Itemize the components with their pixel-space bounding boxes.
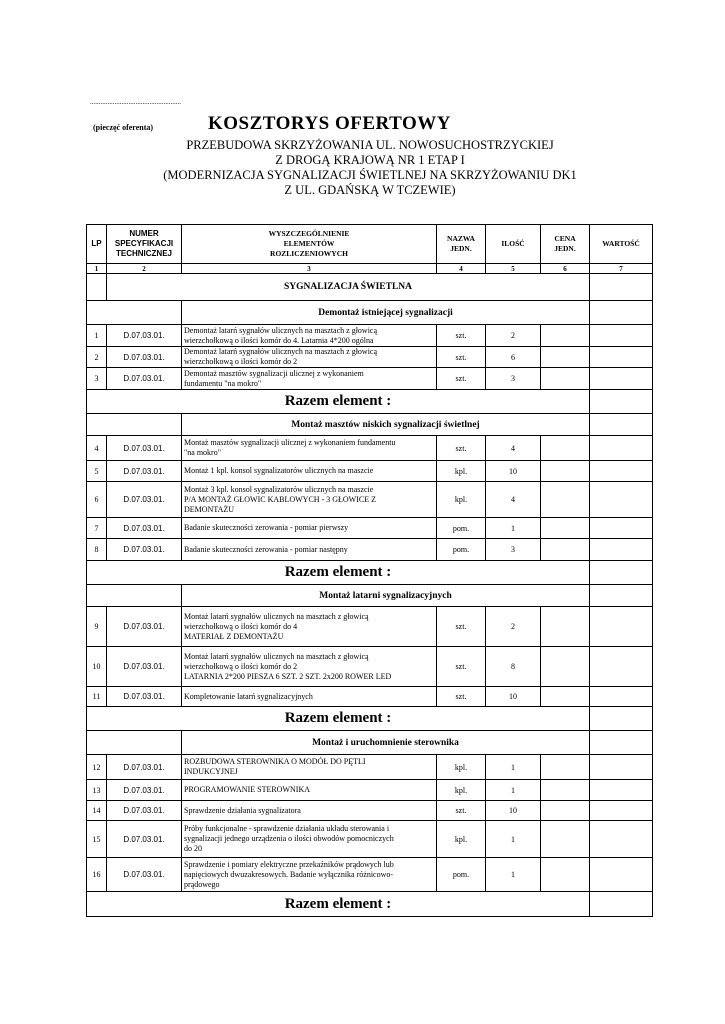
row-lp: 5 — [87, 461, 107, 482]
row-lp: 9 — [87, 607, 107, 647]
row-quantity: 3 — [486, 539, 541, 561]
table-row — [87, 539, 653, 561]
table-row — [87, 801, 653, 821]
document-subtitle — [150, 138, 590, 198]
row-unit: szt. — [437, 607, 486, 647]
row-spec-number: D.07.03.01. — [107, 518, 182, 539]
row-unit: kpl. — [437, 780, 486, 801]
main-section-row — [87, 274, 653, 301]
row-unit: szt. — [437, 368, 486, 390]
row-quantity: 4 — [486, 436, 541, 461]
row-spec-number: D.07.03.01. — [107, 780, 182, 801]
element-total-value — [590, 892, 653, 917]
row-spec-number: D.07.03.01. — [107, 858, 182, 892]
empty-cell — [87, 414, 182, 436]
description-line: wierzchołkową o ilości komór do 4 — [184, 621, 298, 631]
table-row — [87, 780, 653, 801]
row-description — [182, 607, 437, 647]
row-unit: pom. — [437, 858, 486, 892]
header-row — [87, 225, 653, 264]
row-spec-number: D.07.03.01. — [107, 436, 182, 461]
description-line: Sprawdzenie i pomiary elektryczne przekaźników prądowych lub — [184, 859, 394, 869]
row-lp: 7 — [87, 518, 107, 539]
row-spec-number: D.07.03.01. — [107, 461, 182, 482]
col-number: 5 — [486, 264, 541, 274]
description-line: ROZBUDOWA STEROWNIKA O MODÓŁ DO PĘTLI — [184, 757, 366, 766]
empty-cell — [590, 731, 653, 755]
row-quantity: 1 — [486, 755, 541, 780]
main-section-title: SYGNALIZACJA ŚWIETLNA — [107, 274, 590, 301]
row-description — [182, 821, 437, 858]
row-description — [182, 687, 437, 707]
row-lp: 16 — [87, 858, 107, 892]
description-line: LATARNIA 2*200 PIESZA 6 SZT. 2 SZT. 2x200 ROWER LED — [184, 671, 392, 681]
element-total-row — [87, 390, 653, 414]
col-unit-line: NAZWA — [447, 234, 475, 243]
row-quantity: 3 — [486, 368, 541, 390]
description-line: INDUKCYJNEJ — [184, 767, 238, 776]
table-row — [87, 461, 653, 482]
subtitle-line: Z DROGĄ KRAJOWĄ NR 1 ETAP I — [275, 153, 465, 167]
description-line: Badanie skuteczności zerowania - pomiar następny — [184, 544, 348, 554]
row-spec-number: D.07.03.01. — [107, 539, 182, 561]
col-spec-line: TECHNICZNEJ — [115, 249, 172, 258]
row-unit: szt. — [437, 647, 486, 687]
col-desc-line: ROZLICZENIOWYCH — [270, 249, 348, 258]
description-line: fundamentu "na mokro" — [184, 378, 262, 388]
col-number: 7 — [590, 264, 653, 274]
description-line: wierzchołkową o ilości komór do 2 — [184, 357, 298, 366]
row-unit-price — [541, 539, 590, 561]
empty-cell — [590, 274, 653, 301]
subtitle-line: Z UL. GDAŃSKĄ W TCZEWIE) — [284, 183, 456, 197]
row-unit: szt. — [437, 325, 486, 347]
row-spec-number: D.07.03.01. — [107, 687, 182, 707]
row-unit-price — [541, 801, 590, 821]
subtitle-line: (MODERNIZACJA SYGNALIZACJI ŚWIETLNEJ NA SKRZYŻOWANIU DK1 — [163, 168, 577, 182]
row-value — [590, 461, 653, 482]
signature-line: .................................................... — [90, 98, 181, 106]
column-number-row — [87, 264, 653, 274]
row-value — [590, 858, 653, 892]
empty-cell — [87, 731, 182, 755]
row-lp: 6 — [87, 482, 107, 518]
row-unit: szt. — [437, 436, 486, 461]
element-total-label: Razem element : — [87, 561, 590, 585]
element-total-row — [87, 707, 653, 731]
row-value — [590, 687, 653, 707]
row-unit-price — [541, 607, 590, 647]
row-lp: 14 — [87, 801, 107, 821]
description-line: sygnalizacji jednego urządzenia o ilości obwodów pomocniczych — [184, 834, 394, 843]
row-description — [182, 347, 437, 368]
row-description — [182, 368, 437, 390]
row-quantity: 1 — [486, 518, 541, 539]
row-value — [590, 368, 653, 390]
row-spec-number: D.07.03.01. — [107, 368, 182, 390]
table-row — [87, 755, 653, 780]
row-quantity: 1 — [486, 780, 541, 801]
row-value — [590, 482, 653, 518]
description-line: P/A MONTAŻ GŁOWIC KABLOWYCH - 3 GŁOWICE Z — [184, 494, 377, 504]
row-value — [590, 607, 653, 647]
col-unit-line: JEDN. — [450, 244, 472, 253]
description-line: Demontaż latarń sygnałów ulicznych na masztach z głowicą — [184, 325, 378, 335]
table-row — [87, 687, 653, 707]
description-line: Montaż masztów sygnalizacji ulicznej z wykonaniem fundamentu — [184, 438, 396, 447]
row-description — [182, 755, 437, 780]
row-lp: 4 — [87, 436, 107, 461]
row-unit-price — [541, 755, 590, 780]
col-number: 3 — [182, 264, 437, 274]
col-number: 1 — [87, 264, 107, 274]
element-total-value — [590, 390, 653, 414]
row-quantity: 2 — [486, 607, 541, 647]
row-quantity: 1 — [486, 858, 541, 892]
row-spec-number: D.07.03.01. — [107, 482, 182, 518]
col-value-header: WARTOŚĆ — [590, 225, 653, 264]
row-value — [590, 780, 653, 801]
row-lp: 15 — [87, 821, 107, 858]
col-spec-header — [107, 225, 182, 264]
subtitle-line: PRZEBUDOWA SKRZYŻOWANIA UL. NOWOSUCHOSTRZYCKIEJ — [186, 138, 554, 152]
element-total-label: Razem element : — [87, 707, 590, 731]
stamp-label: (pieczęć oferenta) — [93, 123, 154, 132]
row-lp: 11 — [87, 687, 107, 707]
row-unit: szt. — [437, 801, 486, 821]
row-description — [182, 801, 437, 821]
col-spec-line: SPECYFIKACJI — [114, 239, 174, 248]
row-value — [590, 518, 653, 539]
row-spec-number: D.07.03.01. — [107, 755, 182, 780]
description-line: wierzchołkową o ilości komór do 2 — [184, 661, 298, 671]
empty-cell — [590, 301, 653, 325]
row-unit-price — [541, 647, 590, 687]
row-value — [590, 821, 653, 858]
empty-cell — [87, 301, 182, 325]
row-value — [590, 539, 653, 561]
table-row — [87, 436, 653, 461]
row-quantity: 6 — [486, 347, 541, 368]
col-number: 4 — [437, 264, 486, 274]
row-description — [182, 858, 437, 892]
description-line: Kompletowanie latarń sygnalizacyjnych — [184, 691, 313, 701]
row-quantity: 10 — [486, 801, 541, 821]
description-line: Badanie skuteczności zerowania - pomiar pierwszy — [184, 523, 349, 532]
row-value — [590, 347, 653, 368]
element-total-row — [87, 892, 653, 917]
col-price-header — [541, 225, 590, 264]
empty-cell — [590, 414, 653, 436]
row-unit: kpl. — [437, 755, 486, 780]
description-line: Montaż 3 kpl. konsol sygnalizatorów ulicznych na maszcie — [184, 484, 374, 494]
description-line: DEMONTAŻU — [184, 504, 235, 514]
table-row — [87, 325, 653, 347]
col-desc-header — [182, 225, 437, 264]
group-title: Montaż masztów niskich sygnalizacji świetlnej — [182, 414, 590, 436]
description-line: Sprawdzenie działania sygnalizatora — [184, 805, 301, 815]
row-unit-price — [541, 687, 590, 707]
description-line: Montaż 1 kpl. konsol sygnalizatorów ulicznych na maszcie — [184, 466, 374, 475]
group-title-row — [87, 414, 653, 436]
row-unit: szt. — [437, 347, 486, 368]
col-price-line: JEDN. — [554, 244, 576, 253]
col-price-line: CENA — [554, 234, 576, 243]
element-total-label: Razem element : — [87, 892, 590, 917]
col-desc-line: ELEMENTÓW — [283, 239, 335, 248]
row-unit-price — [541, 821, 590, 858]
row-unit-price — [541, 518, 590, 539]
row-description — [182, 461, 437, 482]
row-quantity: 10 — [486, 461, 541, 482]
row-quantity: 10 — [486, 687, 541, 707]
row-unit-price — [541, 436, 590, 461]
row-quantity: 2 — [486, 325, 541, 347]
description-line: Demontaż masztów sygnalizacji ulicznej z wykonaniem — [184, 368, 364, 378]
description-line: do 20 — [184, 844, 202, 853]
row-value — [590, 436, 653, 461]
col-lp-header: LP — [87, 225, 107, 264]
row-spec-number: D.07.03.01. — [107, 607, 182, 647]
description-line: napięciowych dwuzakresowych. Badanie wyłącznika różnicowo- — [184, 869, 394, 879]
description-line: Próby funkcjonalne - sprawdzenie działania układu sterowania i — [184, 824, 390, 833]
row-lp: 8 — [87, 539, 107, 561]
cost-estimate-table — [86, 224, 653, 917]
table-row — [87, 607, 653, 647]
document-title: KOSZTORYS OFERTOWY — [208, 113, 451, 134]
row-quantity: 4 — [486, 482, 541, 518]
description-line: wierzchołkową o ilości komór do 4. Latarnia 4*200 ogólna — [184, 335, 374, 345]
table-row — [87, 518, 653, 539]
table-row — [87, 821, 653, 858]
row-description — [182, 436, 437, 461]
col-number: 6 — [541, 264, 590, 274]
row-spec-number: D.07.03.01. — [107, 347, 182, 368]
row-unit: pom. — [437, 539, 486, 561]
row-spec-number: D.07.03.01. — [107, 647, 182, 687]
row-value — [590, 755, 653, 780]
row-lp: 13 — [87, 780, 107, 801]
row-spec-number: D.07.03.01. — [107, 325, 182, 347]
table-row — [87, 368, 653, 390]
element-total-row — [87, 561, 653, 585]
row-description — [182, 325, 437, 347]
row-lp: 10 — [87, 647, 107, 687]
row-value — [590, 325, 653, 347]
description-line: PROGRAMOWANIE STEROWNIKA — [184, 785, 310, 794]
row-unit-price — [541, 368, 590, 390]
description-line: Montaż latarń sygnałów ulicznych na masztach z głowicą — [184, 611, 369, 621]
col-spec-line: NUMER — [129, 229, 159, 238]
row-quantity: 1 — [486, 821, 541, 858]
row-lp: 3 — [87, 368, 107, 390]
row-unit-price — [541, 858, 590, 892]
col-qty-header: ILOŚĆ — [486, 225, 541, 264]
row-lp: 2 — [87, 347, 107, 368]
empty-cell — [590, 585, 653, 607]
row-unit: kpl. — [437, 461, 486, 482]
row-unit: szt. — [437, 687, 486, 707]
empty-cell — [87, 274, 107, 301]
table-row — [87, 482, 653, 518]
group-title: Montaż latarni sygnalizacyjnych — [182, 585, 590, 607]
row-unit-price — [541, 780, 590, 801]
table-row — [87, 347, 653, 368]
row-unit-price — [541, 461, 590, 482]
group-title-row — [87, 585, 653, 607]
group-title-row — [87, 301, 653, 325]
col-desc-line: WYSZCZEGÓLNIENIE — [268, 229, 350, 238]
row-lp: 12 — [87, 755, 107, 780]
element-total-value — [590, 561, 653, 585]
row-spec-number: D.07.03.01. — [107, 801, 182, 821]
description-line: "na mokro" — [184, 448, 221, 457]
description-line: prądowego — [184, 879, 220, 889]
element-total-label: Razem element : — [87, 390, 590, 414]
row-value — [590, 801, 653, 821]
row-quantity: 8 — [486, 647, 541, 687]
col-unit-header — [437, 225, 486, 264]
table-row — [87, 858, 653, 892]
row-lp: 1 — [87, 325, 107, 347]
row-description — [182, 482, 437, 518]
group-title: Demontaż istniejącej sygnalizacji — [182, 301, 590, 325]
row-unit-price — [541, 482, 590, 518]
group-title: Montaż i uruchomnienie sterownika — [182, 731, 590, 755]
row-unit: kpl. — [437, 821, 486, 858]
row-unit-price — [541, 347, 590, 368]
table-row — [87, 647, 653, 687]
col-number: 2 — [107, 264, 182, 274]
row-description — [182, 647, 437, 687]
row-value — [590, 647, 653, 687]
description-line: Montaż latarń sygnałów ulicznych na masztach z głowicą — [184, 651, 369, 661]
row-unit-price — [541, 325, 590, 347]
description-line: MATERIAŁ Z DEMONTAŻU — [184, 631, 284, 641]
row-description — [182, 518, 437, 539]
group-title-row — [87, 731, 653, 755]
row-unit: kpl. — [437, 482, 486, 518]
description-line: Demontaż latarń sygnałów ulicznych na masztach z głowicą — [184, 347, 378, 356]
row-description — [182, 539, 437, 561]
row-description — [182, 780, 437, 801]
empty-cell — [87, 585, 182, 607]
row-unit: pom. — [437, 518, 486, 539]
element-total-value — [590, 707, 653, 731]
row-spec-number: D.07.03.01. — [107, 821, 182, 858]
